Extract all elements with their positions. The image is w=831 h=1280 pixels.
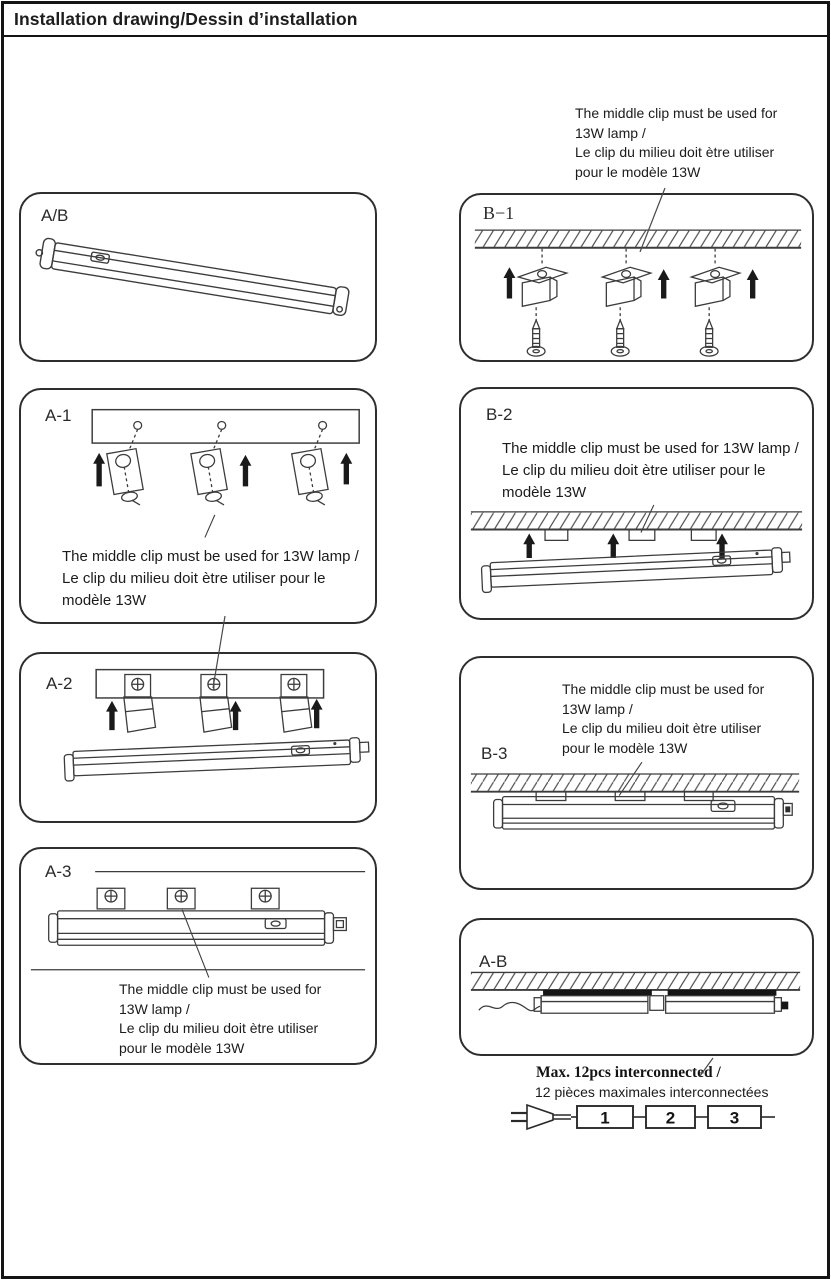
unit-3-label: 3 xyxy=(729,1108,740,1128)
strip-clips-lamp-drawing xyxy=(21,654,375,821)
note-line: Le clip du milieu doit ètre utiliser xyxy=(119,1020,319,1036)
panel-b2-label: B-2 xyxy=(486,405,513,424)
panel-ab xyxy=(19,192,377,362)
note-line: pour le modèle 13W xyxy=(575,163,701,180)
panel-a1-label: A-1 xyxy=(45,406,72,425)
note-b3 xyxy=(562,680,764,758)
note-line: Le clip du milieu doit ètre utiliser pour le xyxy=(62,570,326,587)
note-line: The middle clip must be used for xyxy=(119,981,322,997)
panel-b1-label: B−1 xyxy=(483,203,515,223)
plug-icon xyxy=(527,1105,553,1129)
note-line: modèle 13W xyxy=(62,592,147,609)
note-line: 13W lamp / xyxy=(119,1000,190,1017)
note-line: Le clip du milieu doit ètre utiliser xyxy=(562,720,762,736)
footer-caption-fr: 12 pièces maximales interconnectées xyxy=(535,1084,769,1100)
panel-ab-label: A/B xyxy=(41,206,69,225)
note-line: The middle clip must be used for 13W lamp / xyxy=(502,440,799,457)
note-line: Le clip du milieu doit ètre utiliser pour le xyxy=(502,462,766,479)
note-line: 13W lamp / xyxy=(562,700,633,717)
panel-b2 xyxy=(459,387,814,620)
panel-a3 xyxy=(19,847,377,1065)
panel-a3-label: A-3 xyxy=(45,862,72,881)
panel-b3-label: B-3 xyxy=(481,744,508,763)
panel-b1 xyxy=(459,193,814,362)
title-bar xyxy=(4,4,827,37)
note-line: pour le modèle 13W xyxy=(562,739,688,756)
panel-a2 xyxy=(19,652,377,823)
note-a3 xyxy=(119,980,321,1058)
interconnection-diagram xyxy=(505,1102,795,1138)
lamp-perspective-drawing xyxy=(21,194,375,360)
unit-2-label: 2 xyxy=(665,1108,676,1128)
panel-a1 xyxy=(19,388,377,624)
note-line: modèle 13W xyxy=(502,484,587,501)
panel-ab-connect-label: A-B xyxy=(479,952,508,971)
page-title: Installation drawing/Dessin d’installation xyxy=(14,9,358,29)
note-line: 13W lamp / xyxy=(575,124,646,141)
panel-a2-label: A-2 xyxy=(46,674,73,693)
note-line: The middle clip must be used for 13W lamp / xyxy=(62,548,359,565)
panel-ab-connect xyxy=(459,918,814,1056)
note-line: pour le modèle 13W xyxy=(119,1039,245,1056)
note-b2 xyxy=(502,438,799,504)
note-line: The middle clip must be used for xyxy=(575,105,778,121)
note-a1 xyxy=(62,546,359,612)
interconnected-lamps-drawing xyxy=(461,920,812,1054)
note-line: Le clip du milieu doit ètre utiliser xyxy=(575,144,775,160)
footer-caption-en: Max. 12pcs interconnected / xyxy=(536,1064,721,1081)
note-line: The middle clip must be used for xyxy=(562,681,765,697)
note-b1-top xyxy=(575,104,830,182)
unit-1-label: 1 xyxy=(600,1108,610,1128)
panel-b3 xyxy=(459,656,814,890)
